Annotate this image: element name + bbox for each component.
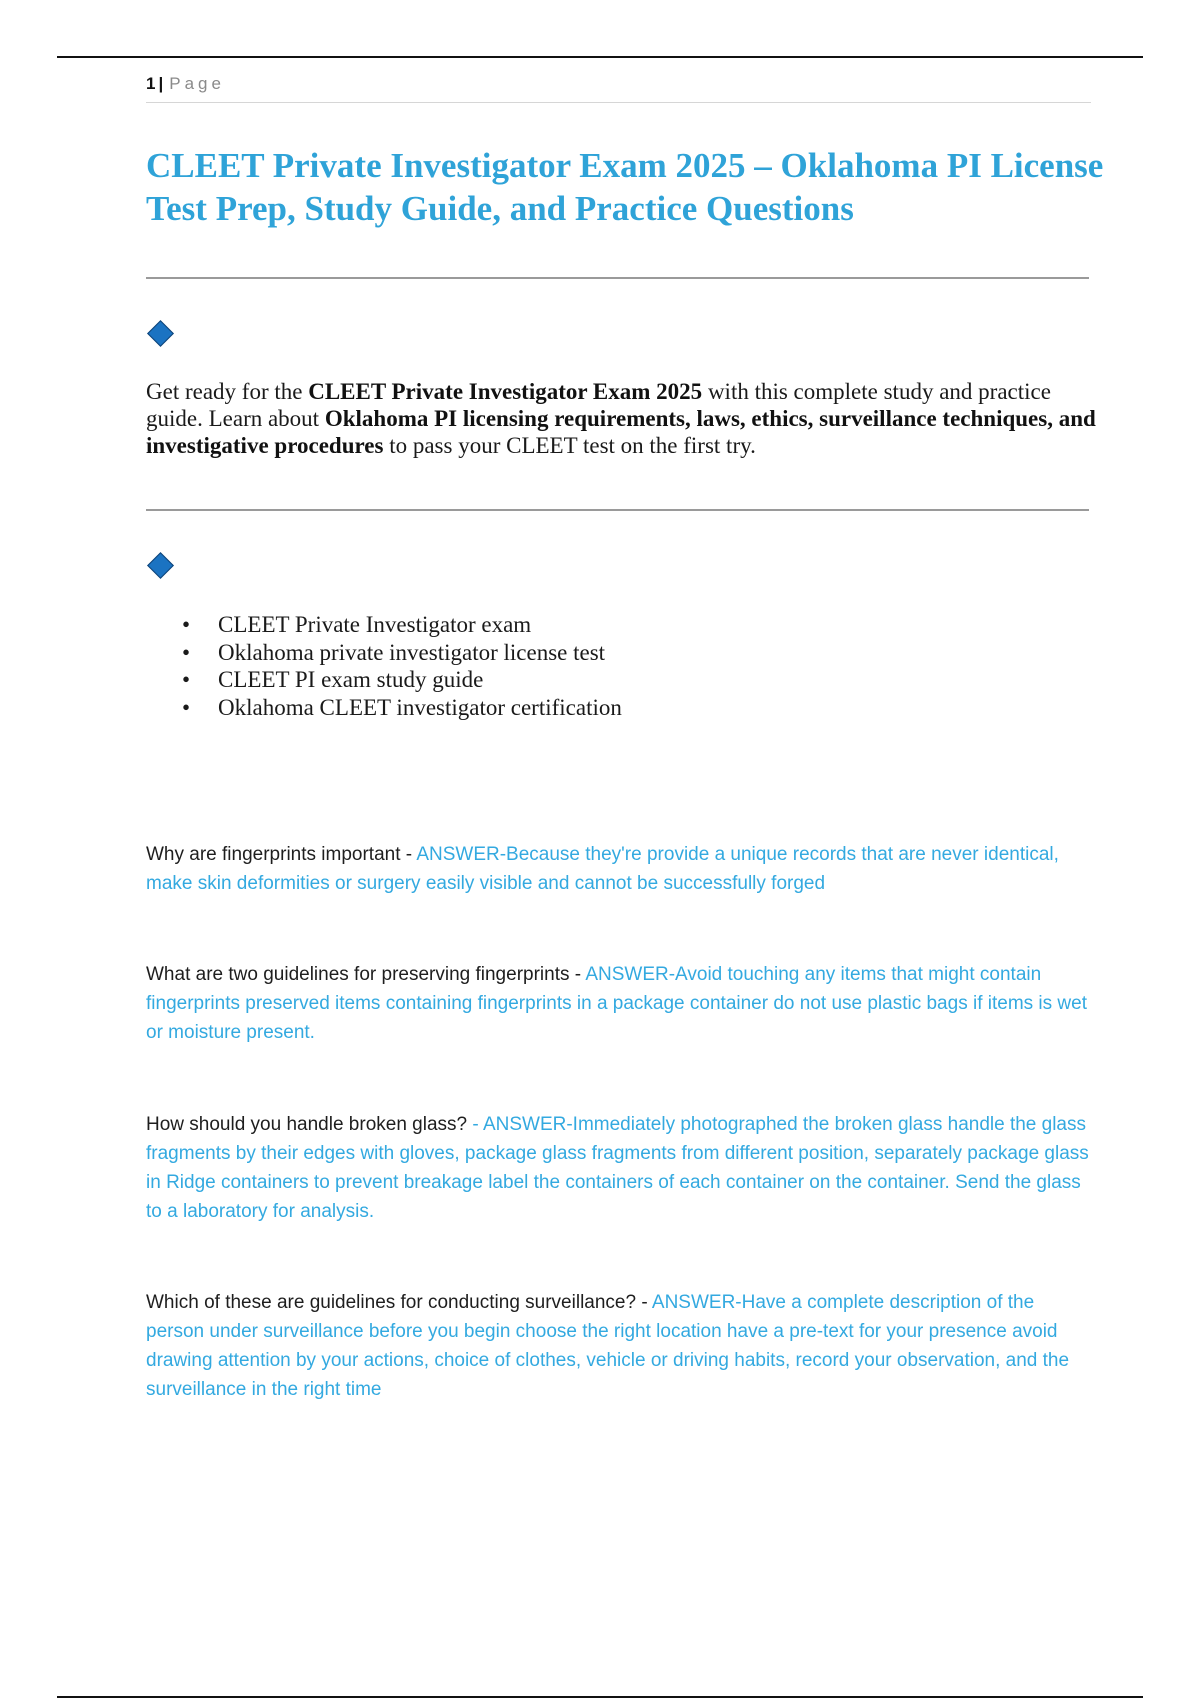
qa-answer: ANSWER-Because they're provide a unique records that are never identical, make skin deformities or surgery easily visible and cannot be successfully forged (146, 844, 1059, 894)
qa-item (146, 960, 1096, 1047)
page-header (146, 74, 1091, 103)
keyword-item (146, 639, 622, 667)
qa-question: How should you handle broken glass? (146, 1114, 473, 1135)
diamond-bullet-icon (147, 320, 174, 347)
document-title: CLEET Private Investigator Exam 2025 – Oklahoma PI License Test Prep, Study Guide, and Practice Questions (146, 146, 1104, 228)
bullet-icon: • (182, 639, 191, 665)
bullet-icon: • (182, 612, 191, 637)
diamond-bullet-icon (147, 552, 174, 579)
intro-text: to pass your CLEET test on the first try. (383, 433, 756, 458)
bullet-icon: • (182, 667, 191, 692)
bottom-page-rule (57, 1696, 1143, 1698)
intro-text: Get ready for the (146, 379, 309, 404)
keyword-text: Oklahoma CLEET investigator certification (218, 694, 622, 720)
qa-answer: ANSWER-Have a complete description of the person under surveillance before you begin choose the right location have a pre-text for your presence avoid drawing attention by your actions, choice of clothes, vehicle or driving habits, record your observation, and the surveillance in the right time (146, 1292, 1070, 1400)
top-page-rule (57, 56, 1143, 58)
qa-item (146, 1110, 1096, 1226)
keyword-list (146, 611, 622, 721)
bullet-icon: • (182, 694, 191, 720)
keyword-item (146, 694, 622, 722)
qa-answer: - ANSWER-Immediately photographed the broken glass handle the glass fragments by their edges with gloves, package glass fragments from different position, separately package glass in Ridge containers to prevent breakage label the containers of each container on the container. Send the glass to a laboratory for analysis. (146, 1114, 1089, 1222)
page-label: Page (169, 74, 225, 93)
keyword-text: CLEET Private Investigator exam (218, 612, 532, 637)
intro-bold-exam: CLEET Private Investigator Exam 2025 (308, 379, 703, 404)
qa-item (146, 1288, 1096, 1404)
keyword-item (146, 611, 622, 639)
page-number: 1 (146, 74, 156, 93)
qa-question: Why are fingerprints important - (146, 844, 417, 865)
qa-question: What are two guidelines for preserving fingerprints - (146, 964, 586, 985)
keyword-text: Oklahoma private investigator license test (218, 639, 606, 665)
intro-bold-topics: Oklahoma PI licensing requirements, laws, ethics, surveillance techniques, and investigative procedures (146, 406, 1096, 458)
qa-answer: ANSWER-Avoid touching any items that might contain fingerprints preserved items containing fingerprints in a package container do not use plastic bags if items is wet or moisture present. (146, 964, 1087, 1043)
section-divider (146, 277, 1089, 279)
intro-paragraph (146, 378, 1096, 459)
qa-item (146, 840, 1096, 898)
keyword-text: CLEET PI exam study guide (218, 667, 484, 692)
intro-text: with this complete study and practice guide. Learn about (146, 379, 1051, 431)
section-divider (146, 509, 1089, 511)
keyword-item (146, 666, 622, 694)
qa-question: Which of these are guidelines for conducting surveillance? - (146, 1292, 652, 1313)
page-separator: | (158, 74, 164, 93)
